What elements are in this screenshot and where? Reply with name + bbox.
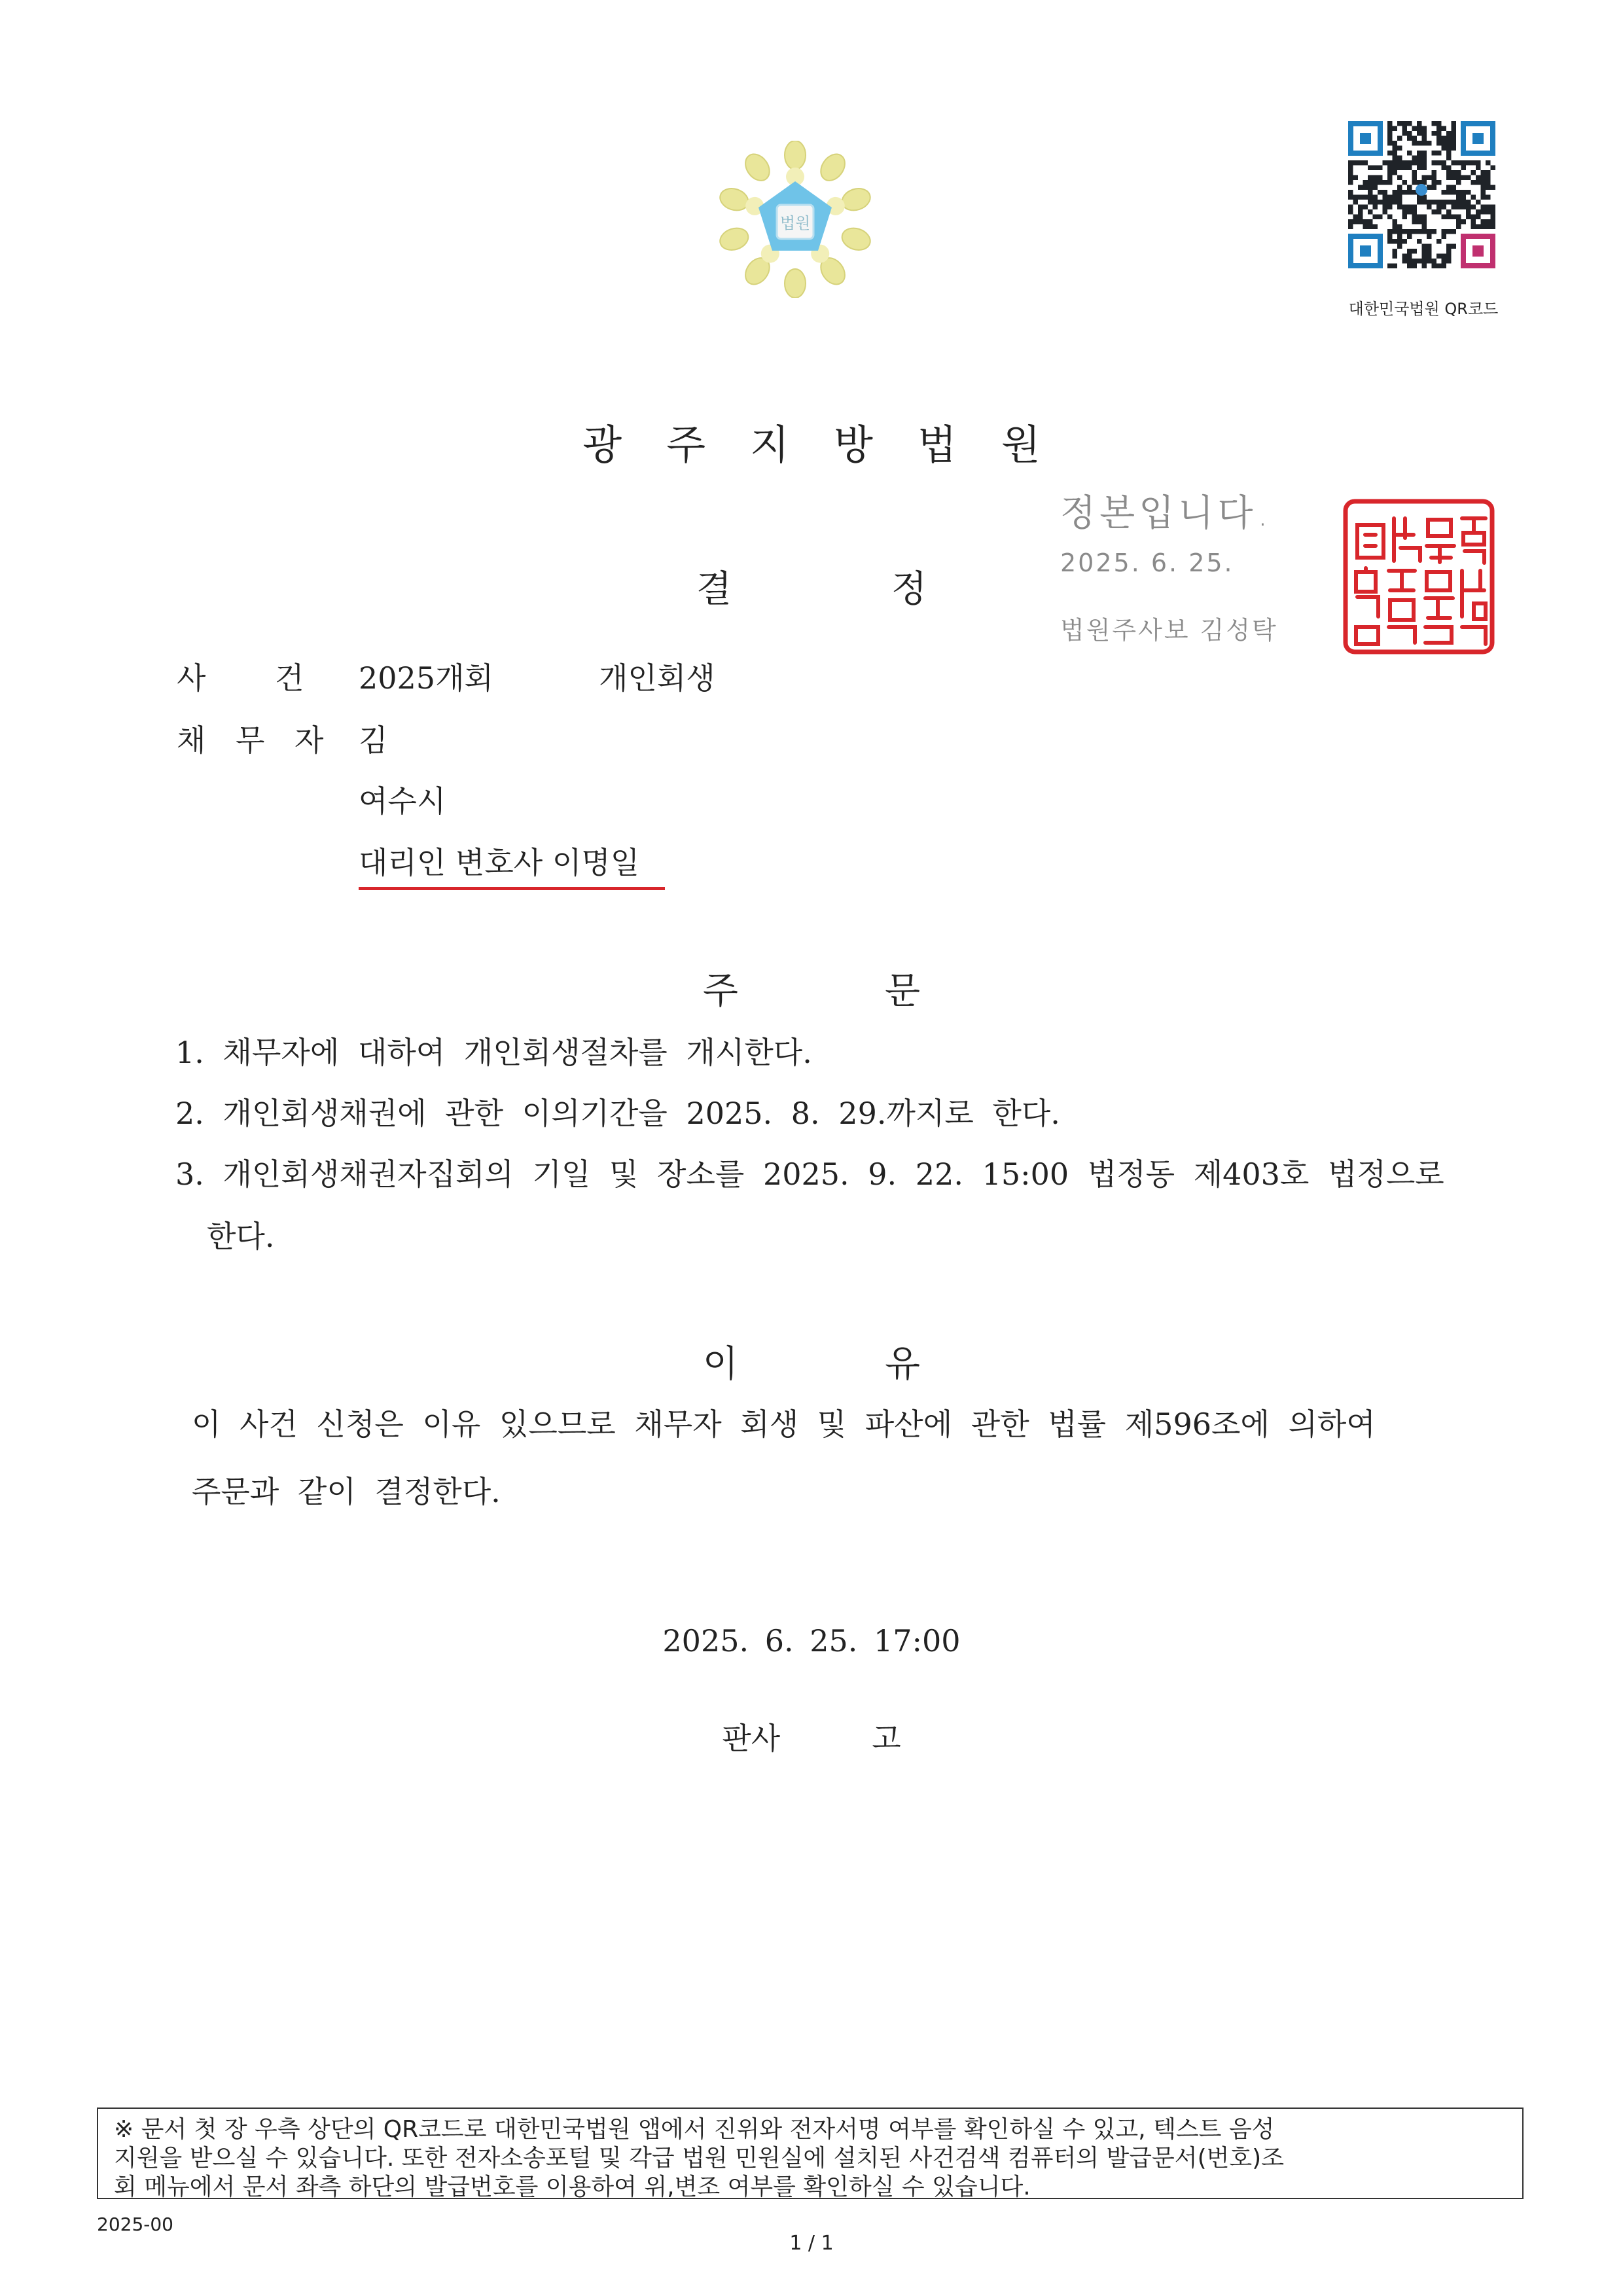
page-number: 1 / 1	[789, 2232, 834, 2255]
agent-underline	[359, 887, 665, 890]
debtor-label-char: 무	[236, 723, 265, 758]
order-item: 3. 개인회생채권자집회의 기일 및 장소를 2025. 9. 22. 15:00 법정동 제403호 법정으로	[175, 1157, 1444, 1192]
court-name-char: 지	[750, 421, 789, 469]
reason-section-title	[0, 1335, 1623, 1388]
judge-signature	[0, 1715, 1623, 1758]
certified-copy-date: 2025. 6. 25.	[1060, 548, 1234, 577]
case-label-char: 건	[275, 660, 304, 696]
decision-datetime: 2025. 6. 25. 17:00	[662, 1623, 961, 1659]
debtor-agent: 대리인 변호사 이명일	[359, 845, 640, 880]
document-title-char: 결	[696, 568, 732, 611]
court-name	[0, 412, 1623, 471]
reason-text: 이 사건 신청은 이유 있으므로 채무자 회생 및 파산에 관한 법률 제596조에 의하여	[192, 1407, 1376, 1442]
reason-text: 주문과 같이 결정한다.	[192, 1474, 501, 1509]
case-number: 2025개회	[359, 660, 493, 696]
qr-code-icon	[1348, 121, 1495, 268]
case-name: 개인회생	[599, 660, 715, 696]
court-name-char: 광	[582, 421, 622, 469]
debtor-label	[177, 717, 323, 760]
document-title	[0, 560, 1623, 613]
debtor-label-char: 채	[177, 723, 206, 758]
case-label	[177, 655, 304, 698]
order-item: 2. 개인회생채권에 관한 이의기간을 2025. 8. 29.까지로 한다.	[175, 1096, 1060, 1131]
debtor-name: 김	[359, 723, 388, 758]
case-label-char: 사	[177, 660, 206, 696]
emblem-text: 법원	[779, 214, 811, 232]
judge-name: 고	[872, 1721, 901, 1756]
notice-line: ※ 문서 첫 장 우측 상단의 QR코드로 대한민국법원 앱에서 진위와 전자서명 여부를 확인하실 수 있고, 텍스트 음성	[114, 2116, 1275, 2143]
notice-line: 회 메뉴에서 문서 좌측 하단의 발급번호를 이용하여 위,변조 여부를 확인하실 수 있습니다.	[114, 2174, 1031, 2200]
order-title-char: 주	[702, 970, 738, 1013]
certified-copy-title: 정본입니다.	[1060, 492, 1273, 535]
reason-title-char: 유	[885, 1343, 921, 1386]
order-item-continuation: 한다.	[207, 1219, 275, 1254]
verification-notice	[97, 2108, 1524, 2199]
certified-copy-clerk: 법원주사보 김성탁	[1060, 616, 1278, 645]
debtor-label-char: 자	[294, 723, 324, 758]
reason-title-char: 이	[702, 1343, 738, 1386]
court-name-char: 방	[834, 421, 873, 469]
order-title-char: 문	[885, 970, 921, 1013]
court-name-char: 원	[1001, 421, 1041, 469]
document-title-char: 정	[891, 568, 927, 611]
order-item: 1. 채무자에 대하여 개인회생절차를 개시한다.	[175, 1035, 812, 1070]
notice-line: 지원을 받으실 수 있습니다. 또한 전자소송포털 및 각급 법원 민원실에 설치된 사건검색 컴퓨터의 발급문서(번호)조	[114, 2145, 1284, 2172]
seal-text: 대한민국법원	[1419, 653, 1427, 654]
judge-title: 판사	[722, 1721, 781, 1756]
issue-number: 2025-00	[97, 2214, 173, 2235]
court-name-char: 주	[666, 421, 706, 469]
order-section-title	[0, 962, 1623, 1014]
debtor-address: 여수시	[359, 783, 446, 819]
qr-caption: 대한민국법원 QR코드	[1348, 300, 1499, 318]
court-name-char: 법	[917, 421, 957, 469]
court-emblem-icon	[717, 141, 874, 298]
